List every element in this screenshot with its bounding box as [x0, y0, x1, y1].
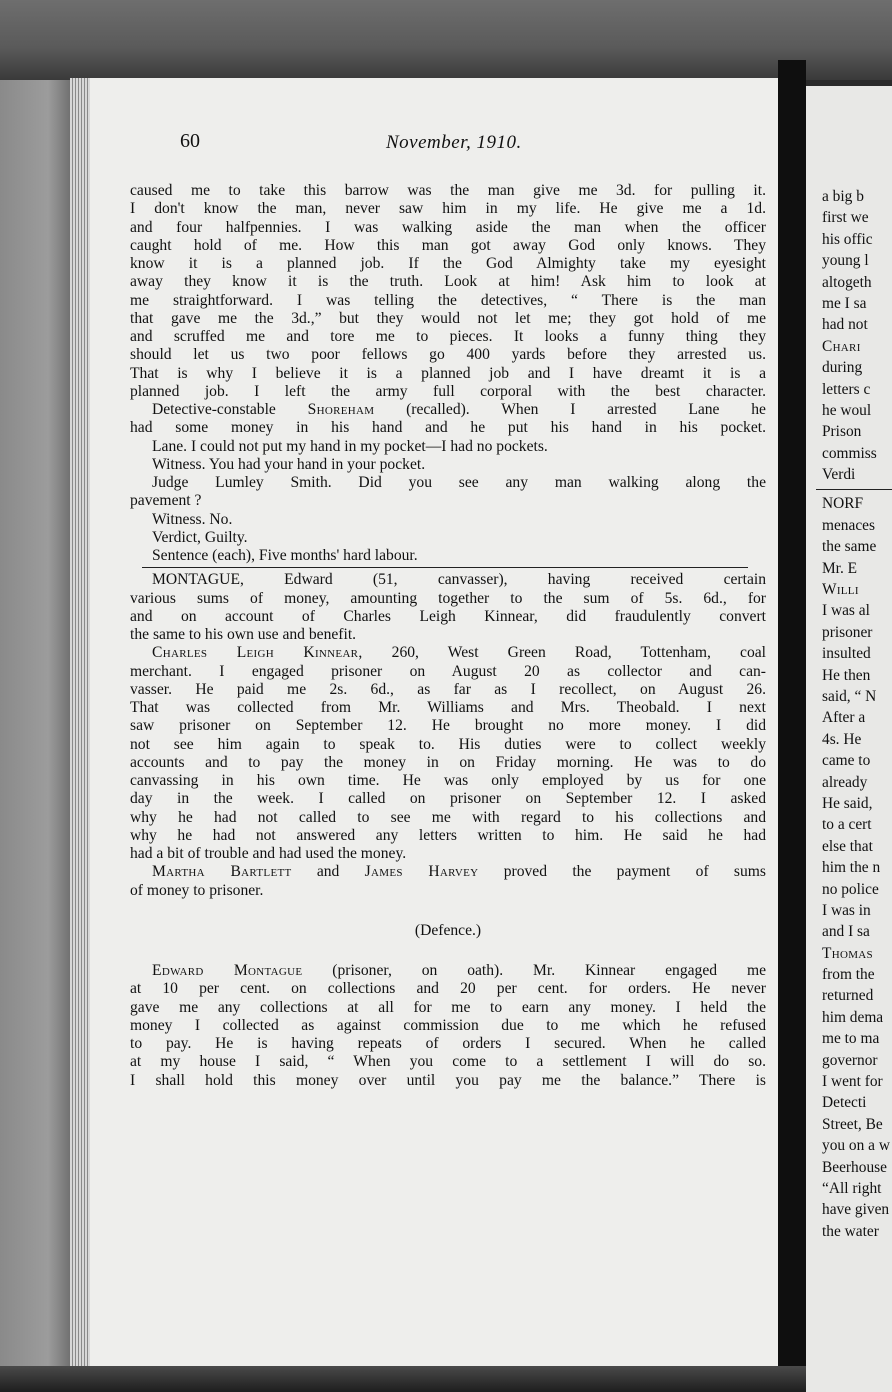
- right-text-line: from the: [822, 966, 875, 984]
- header-date: November, 1910.: [386, 132, 522, 153]
- right-text-line: Verdi: [822, 466, 856, 484]
- judge-question: Judge Lumley Smith. Did you see any man walking along the: [152, 474, 766, 491]
- right-text-line: 4s. He: [822, 730, 862, 748]
- text-line: pavement ?: [130, 492, 202, 510]
- right-text-line: the water: [822, 1222, 879, 1240]
- witness-name: Martha Bartlett: [152, 863, 292, 881]
- scan-background-left: [0, 80, 80, 1392]
- right-text-line: came to: [822, 752, 871, 770]
- right-text-line: I was al: [822, 602, 870, 620]
- right-text-line: letters c: [822, 380, 871, 398]
- page-number: 60: [180, 130, 200, 152]
- text-line: not see him again to speak to. His duties were to collect weekly: [130, 735, 766, 753]
- text-line: at 10 per cent. on collections and 20 per cent. for orders. He never: [130, 980, 766, 998]
- text-line: had a bit of trouble and had used the money.: [130, 845, 407, 862]
- right-text-line: NORF: [822, 495, 864, 513]
- text-line: why he had not called to see me with regard to his collections and: [130, 808, 766, 826]
- text-line: to pay. He is having repeats of orders I secured. When he called: [130, 1035, 766, 1052]
- right-text-line: no police: [822, 880, 879, 898]
- right-text-line: him the n: [822, 859, 881, 877]
- right-text-line: his offic: [822, 230, 873, 248]
- right-text-line: Beerhouse: [822, 1158, 887, 1176]
- right-text-line: Detecti: [822, 1094, 867, 1112]
- text-line: that gave me the 3d.,” but they would not let me; they got hold of me: [130, 309, 766, 327]
- dialogue-line: Witness. You had your hand in your pocket.: [152, 455, 426, 473]
- right-text-line: Willi: [822, 581, 859, 599]
- right-text-line: me to ma: [822, 1030, 880, 1048]
- book-spine: [778, 60, 806, 1392]
- case-charge-line: and on account of Charles Leigh Kinnear, did fraudulently convert: [130, 607, 766, 625]
- case-heading: [130, 571, 766, 644]
- text-line: of money to prisoner.: [130, 881, 264, 899]
- text-line: canvassing in his own time. He was only employed by us for one: [130, 772, 766, 789]
- text-line: That was collected from Mr. Williams and Mrs. Theobald. I next: [130, 699, 766, 716]
- bartlett-harvey-testimony: [130, 863, 766, 881]
- right-text-line: menaces: [822, 516, 875, 534]
- text-line: money I collected as against commission due to me which he refused: [130, 1016, 766, 1034]
- right-text-line: a big b: [822, 188, 864, 205]
- right-text-line: “All right: [822, 1179, 882, 1197]
- kinnear-testimony: [130, 644, 766, 662]
- right-text-line: him dema: [822, 1008, 884, 1026]
- testimony-text: (recalled). When I arrested Lane he: [406, 401, 766, 418]
- right-text-line: governor: [822, 1051, 878, 1069]
- text-line: should let us two poor fellows go 400 yards before they arrested us.: [130, 346, 766, 364]
- witness-answer: Witness. No.: [152, 510, 233, 528]
- right-text-line: said, “ N: [822, 687, 877, 705]
- right-text-line: already: [822, 773, 868, 791]
- right-text-line: Mr. E: [822, 559, 858, 577]
- text-line: away they know it is the truth. Look at him! Ask him to look at: [130, 273, 766, 291]
- text-line: I shall hold this money over until you pay me the balance.” There is: [130, 1071, 766, 1089]
- text-line: why he had not answered any letters written to him. He said he had: [130, 826, 766, 844]
- text-line: caught hold of me. How this man got away God only knows. They: [130, 236, 766, 254]
- right-text-line: altogeth: [822, 273, 872, 291]
- text-line: merchant. I engaged prisoner on August 20 as collector and can-: [130, 662, 766, 680]
- right-text-line: first we: [822, 209, 869, 227]
- right-text-line: and I sa: [822, 923, 870, 941]
- defence-testimony: [130, 962, 766, 980]
- text-line: know it is a planned job. If the God Almighty take my eyesight: [130, 255, 766, 272]
- sentence: Sentence (each), Five months' hard labour.: [152, 547, 418, 564]
- testimony-text: (prisoner, on oath). Mr. Kinnear engaged me: [332, 962, 766, 979]
- right-text-line: the same: [822, 538, 877, 556]
- right-text-line: commiss: [822, 444, 877, 462]
- right-text-line: I went for: [822, 1073, 883, 1091]
- right-case-divider: [816, 489, 892, 490]
- right-page-column: [822, 186, 892, 1242]
- right-text-line: he woul: [822, 401, 872, 419]
- text-line: caused me to take this barrow was the man give me 3d. for pulling it.: [130, 182, 766, 199]
- right-text-line: have given: [822, 1201, 890, 1219]
- text-line: That is why I believe it is a planned job and I have dreamt it is a: [130, 364, 766, 382]
- text-line: and four halfpennies. I was walking aside the man when the officer: [130, 218, 766, 236]
- right-text-line: young l: [822, 252, 869, 270]
- right-text-line: Chari: [822, 337, 861, 355]
- witness-name: James Harvey: [364, 863, 479, 881]
- text-line: had some money in his hand and he put his hand in his pocket.: [130, 419, 766, 437]
- text-line: day in the week. I called on prisoner on September 12. I asked: [130, 790, 766, 808]
- text-line: accounts and to pay the money in on Friday morning. He was to do: [130, 753, 766, 771]
- testimony-text: proved the payment of sums: [503, 863, 766, 881]
- case-divider: [142, 567, 748, 568]
- witness-title: Detective-constable: [152, 401, 276, 418]
- testimony-text: 260, West Green Road, Tottenham, coal: [391, 644, 766, 662]
- text-line: me straightforward. I was telling the detectives, “ There is the man: [130, 291, 766, 309]
- right-text-line: to a cert: [822, 816, 872, 834]
- case-charge-line: various sums of money, amounting together to the sum of 5s. 6d., for: [130, 589, 766, 607]
- shoreham-testimony: [130, 401, 766, 419]
- right-text-line: returned: [822, 987, 874, 1005]
- right-text-line: else that: [822, 837, 873, 855]
- text-line: gave me any collections at all for me to earn any money. I held the: [130, 998, 766, 1016]
- case-charge-line: the same to his own use and benefit.: [130, 626, 357, 643]
- witness-name: Edward Montague: [152, 962, 303, 979]
- text-line: at my house I said, “ When you come to a settlement I will do so.: [130, 1053, 766, 1071]
- page-edges: [70, 78, 92, 1368]
- witness-name: Charles Leigh Kinnear,: [152, 644, 363, 662]
- right-text-line: He said,: [822, 794, 873, 812]
- right-text-line: After a: [822, 709, 866, 727]
- text-line: I don't know the man, never saw him in my life. He give me a 1d.: [130, 200, 766, 218]
- right-text-line: me I sa: [822, 294, 867, 312]
- page-header: [90, 130, 780, 166]
- scan-background-bottom: [0, 1366, 806, 1392]
- right-text-line: during: [822, 359, 863, 377]
- verdict: Verdict, Guilty.: [152, 528, 248, 546]
- right-text-line: He then: [822, 666, 871, 684]
- right-text-line: I was in: [822, 901, 871, 919]
- text-line: vasser. He paid me 2s. 6d., as far as I recollect, on August 26.: [130, 680, 766, 698]
- text-line: and scruffed me and tore me to pieces. It looks a funny thing they: [130, 328, 766, 345]
- main-paragraph: [130, 182, 766, 401]
- right-text-line: insulted: [822, 645, 871, 663]
- right-text-line: Thomas: [822, 944, 873, 962]
- text-line: planned job. I left the army full corporal with the best character.: [130, 382, 766, 400]
- right-text-line: Street, Be: [822, 1115, 883, 1133]
- right-text-line: Prison: [822, 423, 862, 441]
- defence-heading: (Defence.): [414, 921, 482, 939]
- case-charge-line: MONTAGUE, Edward (51, canvasser), having received certain: [152, 571, 766, 589]
- right-text-line: you on a w: [822, 1137, 890, 1155]
- main-column: [130, 182, 766, 1090]
- conjunction: and: [316, 863, 340, 881]
- scan-background-top: [0, 0, 892, 80]
- dialogue-line: Lane. I could not put my hand in my pocket—I had no pockets.: [152, 437, 548, 455]
- text-line: saw prisoner on September 12. He brought no more money. I did: [130, 717, 766, 735]
- witness-name: Shoreham: [307, 401, 375, 418]
- right-text-line: had not: [822, 316, 868, 334]
- right-text-line: prisoner: [822, 623, 873, 641]
